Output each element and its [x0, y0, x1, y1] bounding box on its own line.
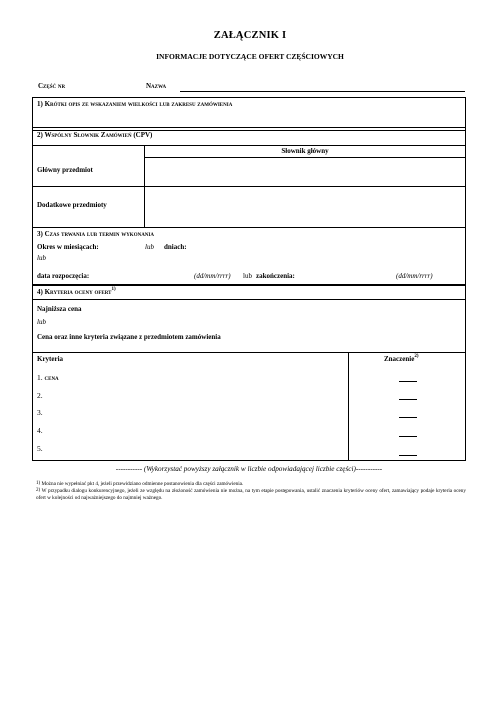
- divider: [348, 352, 349, 461]
- section-2-heading: 2) Wspólny Słownik Zamówień (CPV): [37, 131, 153, 139]
- part-number-label: Część nr: [38, 82, 66, 90]
- start-date-label: data rozpoczęcia:: [37, 272, 90, 280]
- criterion-row: 1. cena: [37, 373, 59, 382]
- criterion-row: 3.: [37, 408, 43, 417]
- usage-note: ----------- (Wykorzystać powyższy załącznik w liczbie odpowiadającej liczbie części)-----------: [115, 465, 383, 473]
- weight-input[interactable]: [399, 381, 417, 382]
- or-text: lub: [37, 318, 46, 326]
- footnote: $^{1)}$ Można nie wypełniać pkt 4, jeżeli przewidziano odmienne postanowienia dla części zamówienia.: [36, 481, 244, 487]
- criterion-row: 2.: [37, 391, 43, 400]
- divider: [144, 145, 145, 227]
- cpv-main-input[interactable]: [146, 159, 464, 185]
- price-and-criteria-option[interactable]: Cena oraz inne kryteria związane z przedmiotem zamówienia: [37, 333, 221, 341]
- or-text: lub: [243, 272, 252, 280]
- footnote: $^{2)}$ W przypadku dialogu konkurencyjnego, jeżeli ze względu na złożoność zamówienia nie można, na tym etapie postępowania, ustalić znaczenia kryteriów oceny ofert, zamawiający podaje kryteria oceny ofert w kolejności od najważniejszego do najmniej ważnego.: [36, 488, 466, 501]
- lowest-price-option[interactable]: Najniższa cena: [37, 305, 82, 313]
- weight-input[interactable]: [399, 399, 417, 400]
- divider: [32, 186, 466, 187]
- section-1-heading: 1) Krótki opis ze wskazaniem wielkości lub zakresu zamówienia: [37, 100, 233, 108]
- end-date-label: zakończenia:: [256, 272, 295, 280]
- section-1-input-area[interactable]: [36, 110, 462, 128]
- criterion-row: 4.: [37, 426, 43, 435]
- date-format-hint: (dd/mm/rrrr): [396, 272, 433, 280]
- weight-input[interactable]: [399, 455, 417, 456]
- name-label: Nazwa: [146, 82, 167, 90]
- cpv-row-label: Dodatkowe przedmioty: [37, 201, 107, 209]
- cpv-column-header: Słownik główny: [281, 147, 329, 155]
- or-text: lub: [37, 254, 46, 262]
- criteria-header: Kryteria: [37, 355, 64, 363]
- divider: [32, 145, 466, 146]
- criterion-row: 5.: [37, 444, 43, 453]
- section-4-box: [32, 285, 466, 461]
- weight-input[interactable]: [399, 436, 417, 437]
- page-title: ZAŁĄCZNIK I: [213, 30, 287, 41]
- page-subtitle: INFORMACJE DOTYCZĄCE OFERT CZĘŚCIOWYCH: [156, 52, 344, 61]
- days-label: dniach:: [164, 243, 187, 251]
- weight-header: Znaczenie$^{2)}$: [384, 354, 419, 363]
- months-label: Okres w miesiącach:: [37, 243, 99, 251]
- divider: [144, 157, 466, 158]
- date-format-hint: (dd/mm/rrrr): [194, 272, 231, 280]
- or-text: lub: [145, 243, 154, 251]
- divider: [32, 352, 466, 353]
- cpv-additional-input[interactable]: [146, 188, 464, 226]
- cpv-row-label: Główny przedmiot: [37, 166, 93, 174]
- name-field-line[interactable]: [180, 91, 465, 92]
- divider: [32, 299, 466, 300]
- weight-input[interactable]: [399, 417, 417, 418]
- section-4-heading: 4) Kryteria oceny ofert$^{1)}$: [37, 287, 116, 296]
- section-3-heading: 3) Czas trwania lub termin wykonania: [37, 230, 154, 238]
